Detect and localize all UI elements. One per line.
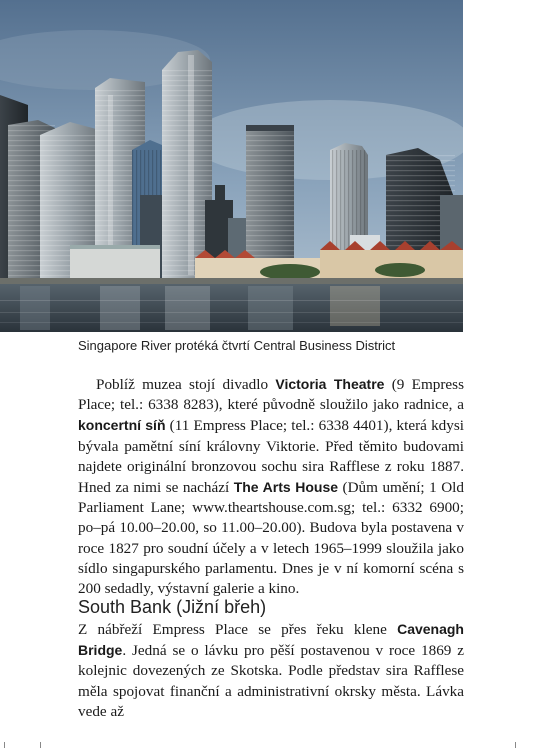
- text-run: (Dům umění; 1 Old Parliament Lane; www.theartshouse.com.sg; tel.: 6332 6900; po–pá 10.00–20.00, so 11.00–20.00). Budova byla postavena v roce 1827 pro soudní účely a v letech 1965–1999 sloužila jako sídlo singapurského parlamentu. Dnes je v ní komorní scéna s 200 sedadly, výstavní galerie a kino.: [78, 479, 464, 598]
- text-run: Poblíž muzea stojí divadlo: [96, 376, 276, 393]
- highlight-arts-house: The Arts House: [233, 479, 339, 496]
- section-heading: South Bank (Jižní břeh): [78, 597, 267, 617]
- crop-mark: [4, 742, 5, 748]
- text-run: (11 Empress Place; tel.: 6338 4401), která kdysi bývala pamětní síní královny Viktorie. Před těmito budovami najdete originální bronzovou sochu sira Rafflese z roku 1887. Hned za nimi se nachází: [78, 417, 464, 497]
- highlight-cavenagh-bridge: Cavenagh Bridge: [78, 621, 464, 659]
- crop-mark: [515, 742, 516, 748]
- article-paragraph-2: [78, 619, 464, 722]
- text-run: Z nábřeží Empress Place se přes řeku klene: [78, 621, 398, 638]
- photo-caption: Singapore River protéká čtvrtí Central Business District: [78, 338, 396, 353]
- crop-mark: [40, 742, 41, 748]
- text-run: (9 Empress Place; tel.: 6338 8283), které původně sloužilo jako radnice, a: [78, 376, 464, 414]
- highlight-victoria-theatre: Victoria Theatre: [275, 376, 385, 392]
- text-run: . Jedná se o lávku pro pěší postavenou v roce 1869 z kolejnic dovezených ze Skotska. Podle představ sira Rafflese měla spojovat finanční a administrativní okrsky města. Lávka vede až: [78, 642, 464, 720]
- skyline-photo: [0, 0, 463, 332]
- highlight-concert-hall: koncertní síň: [78, 417, 166, 434]
- article-paragraph-1: [78, 374, 464, 599]
